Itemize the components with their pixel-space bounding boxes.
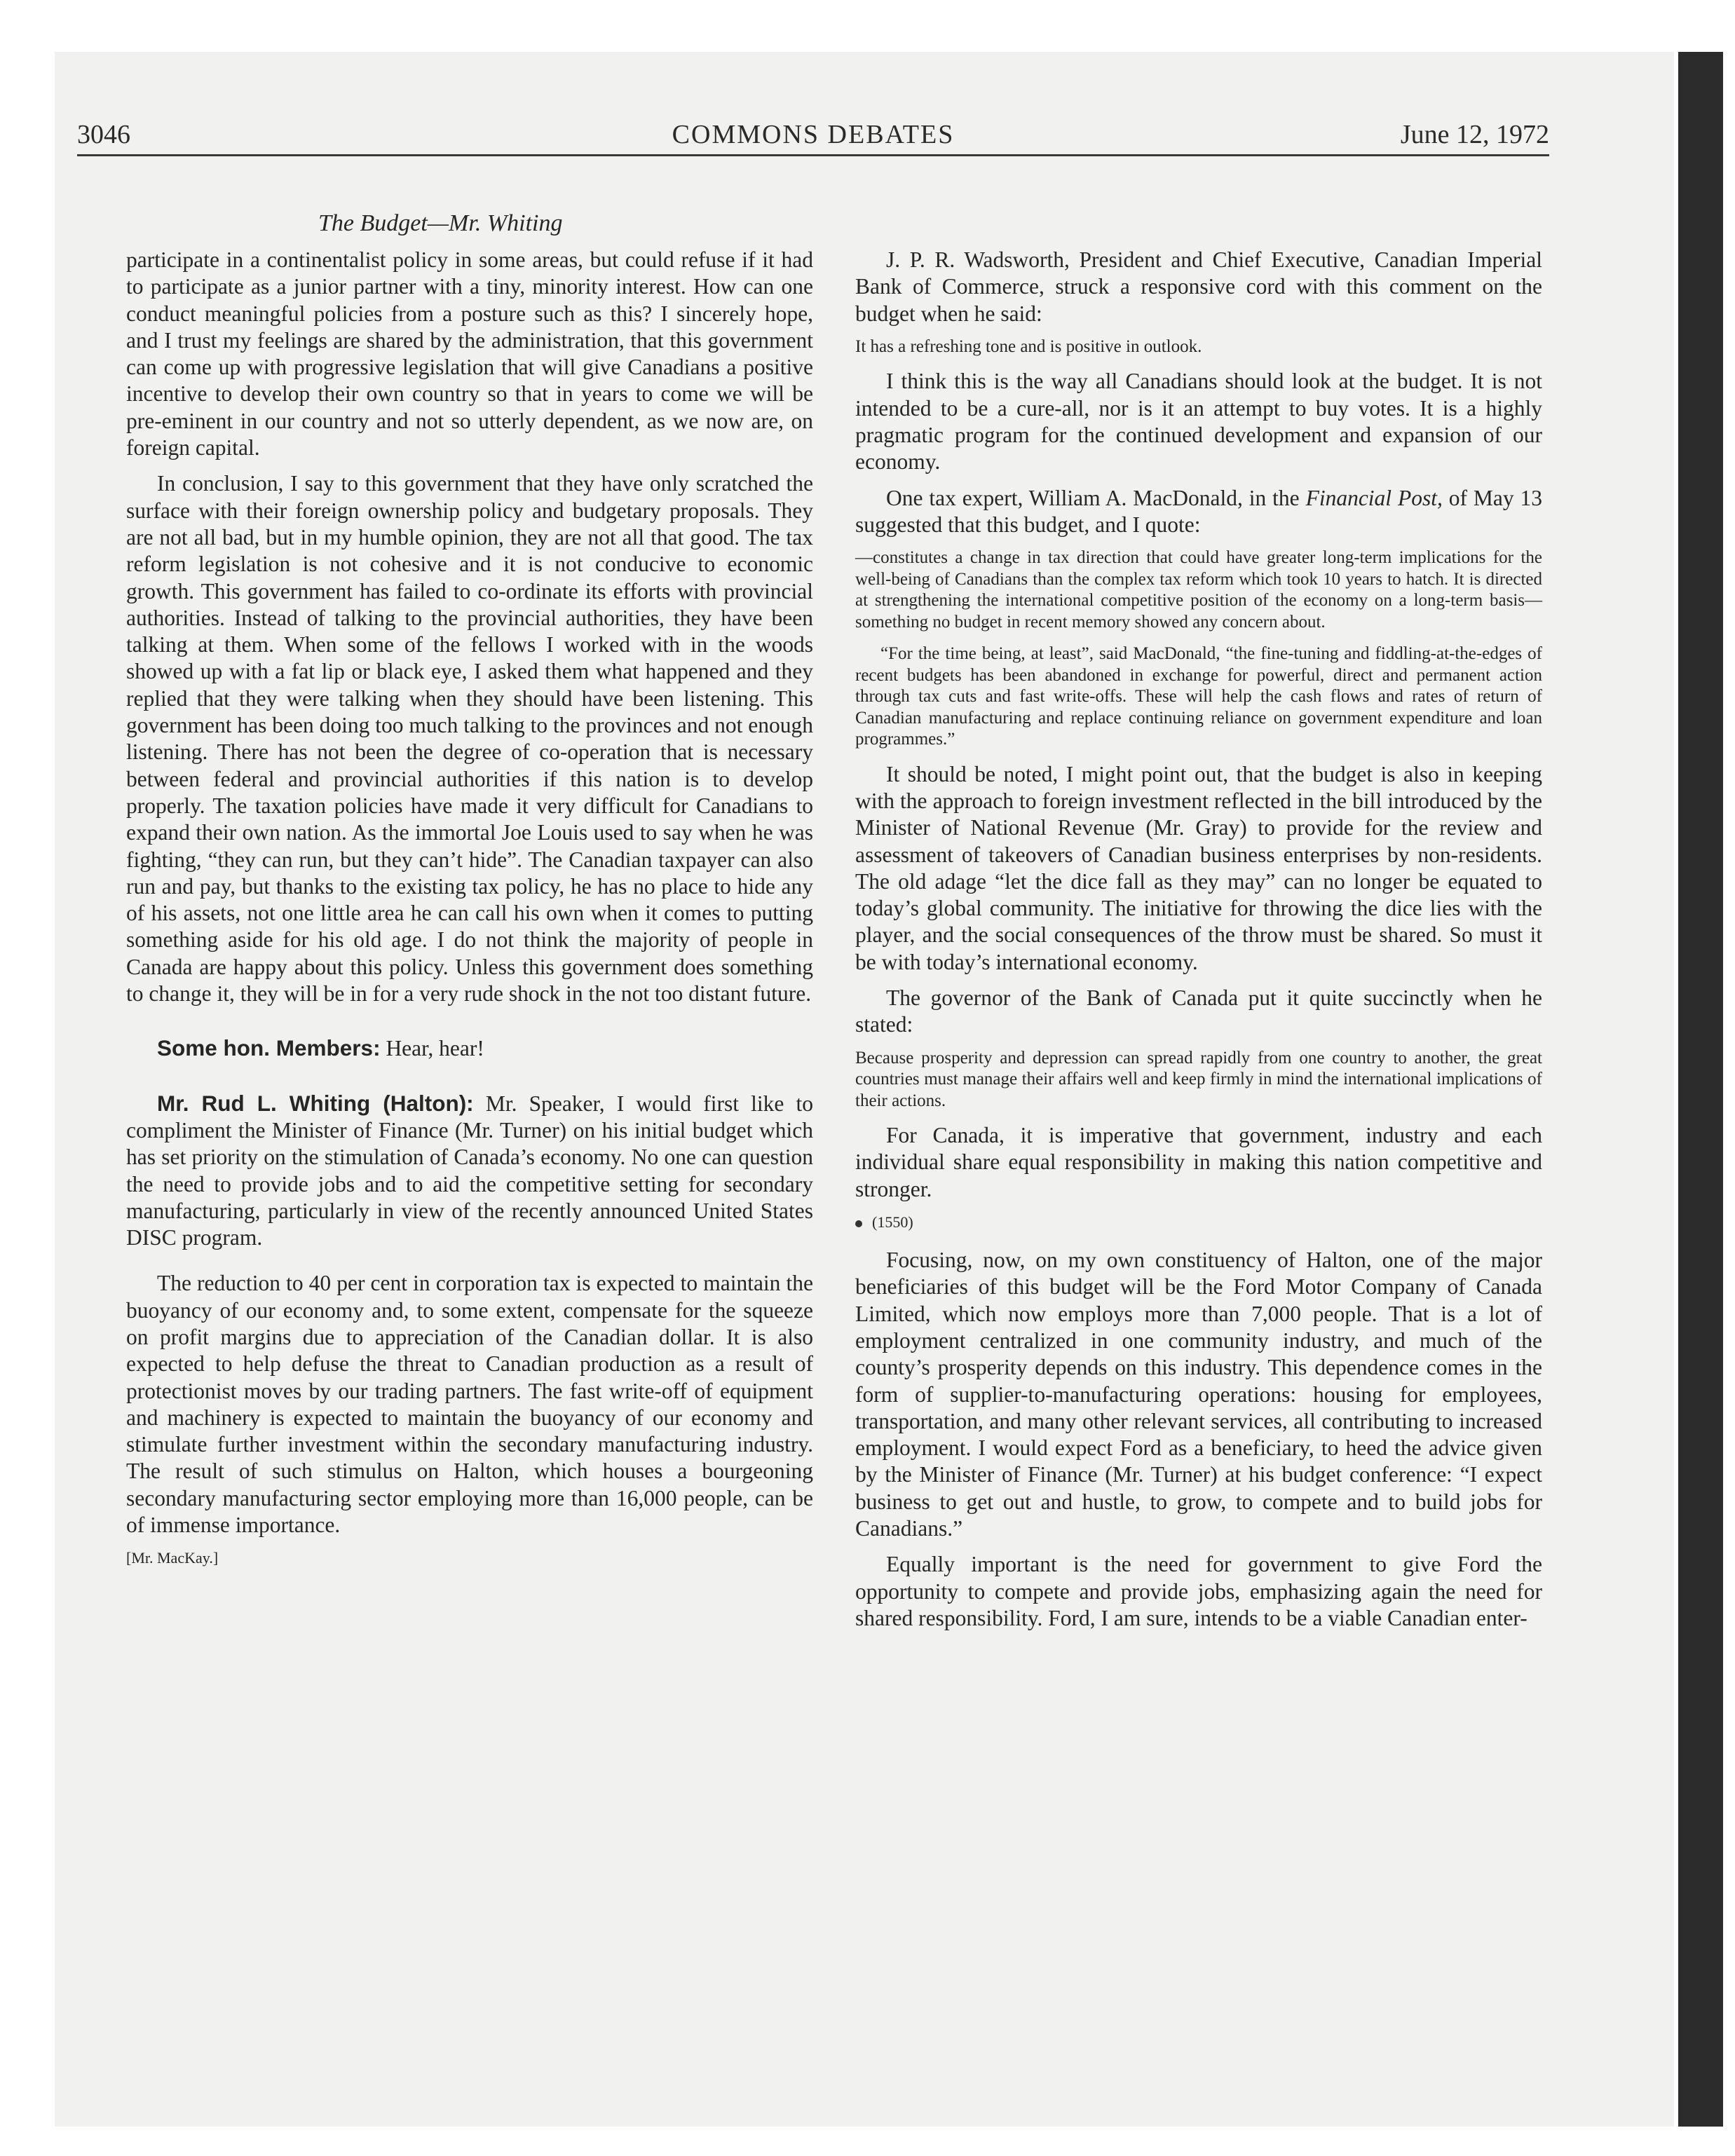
right-column xyxy=(855,247,1542,1641)
left-column xyxy=(126,247,813,1583)
paragraph: One tax expert, William A. MacDonald, in the Financial Post, of May 13 suggested that this budget, and I quote: xyxy=(855,485,1543,537)
paragraph: It should be noted, I might point out, that the budget is also in keeping with the approach to foreign investment reflected in the bill introduced by the Minister of National Revenue (Mr. Gray) to provide for the review and assessment of takeovers of Canadian business enterprises by non-residents. The old adage “let the dice fall as they may” can no longer be equated to today’s global community. The initiative for throwing the dice lies with the player, and the social consequences of the throw must be shared. So must it be with today’s international economy. xyxy=(855,761,1542,974)
page-number: 3046 xyxy=(77,120,130,149)
paragraph: The governor of the Bank of Canada put it quite succinctly when he stated: xyxy=(855,985,1542,1037)
paragraph: Equally important is the need for government to give Ford the opportunity to compete and provide jobs, emphasizing again the need for shared responsibility. Ford, I am sure, intends to be a viable Canadian enter- xyxy=(855,1552,1542,1630)
speech-text: Mr. Speaker, I would first like to compliment the Minister of Finance (Mr. Turner) on his initial budget which has set priority on the stimulation of Canada’s economy. No one can question the need to provide jobs and to aid the competitive setting for secondary manufacturing, particularly in view of the recently announced United States DISC program. xyxy=(126,1091,814,1250)
speech xyxy=(126,1090,813,1252)
paragraph: The reduction to 40 per cent in corporation tax is expected to maintain the buoyancy of our economy and, to some extent, compensate for the squeeze on profit margins due to appreciation of the Canadian dollar. It is also expected to help defuse the threat to Canadian production as a result of protectionist moves by our trading partners. The fast write-off of equipment and machinery is expected to maintain the buoyancy of our economy and stimulate further investment within the secondary manufacturing industry. The result of such stimulus on Halton, which houses a bourgeoning secondary manufacturing sector employing more than 16,000 people, can be of immense importance. xyxy=(126,1271,813,1538)
speaker-footnote: [Mr. MacKay.] xyxy=(126,1549,219,1567)
paragraph: In conclusion, I say to this government that they have only scratched the surface with their foreign ownership policy and budgetary proposals. They are not all bad, but in my humble opinion, they are not all that good. The tax reform legislation is not cohesive and it is not conducive to economic growth. This government has failed to co-ordinate its efforts with provincial authorities. Instead of talking to the provincial authorities, they have been talking at them. When some of the fellows I worked with in the woods showed up with a fat lip or black eye, I asked them what happened and they replied that they were talking when they should have been listening. This government has been doing too much talking to the provinces and not enough listening. There has not been the degree of co-operation that is necessary between federal and provincial authorities if this nation is to develop properly. The taxation policies have made it very difficult for Canadians to expand their own nation. As the immortal Joe Louis used to say when he was fighting, “they can run, but they can’t hide”. The Canadian taxpayer can also run and pay, but thanks to the existing tax policy, he has no place to hide any of his assets, not one little area he can call his own when it comes to putting something aside for his old age. I do not think the majority of people in Canada are happy about this policy. Unless this government does something to change it, they will be in for a very rude shock in the not too distant future. xyxy=(126,471,813,1007)
page-header xyxy=(77,105,1549,156)
page-date: June 12, 1972 xyxy=(1400,120,1549,149)
section-subheading: The Budget—Mr. Whiting xyxy=(318,210,563,236)
block-quote: It has a refreshing tone and is positive in outlook. xyxy=(855,336,1202,356)
paragraph: I think this is the way all Canadians should look at the budget. It is not intended to be a cure-all, nor is it an attempt to buy votes. It is a highly pragmatic program for the continued development and expansion of our economy. xyxy=(855,369,1542,475)
bullet-icon xyxy=(855,1220,862,1227)
paragraph: J. P. R. Wadsworth, President and Chief Executive, Canadian Imperial Bank of Commerce, struck a responsive cord with this comment on the budget when he said: xyxy=(855,247,1542,326)
speech-text: Hear, hear! xyxy=(386,1036,484,1061)
block-quote: “For the time being, at least”, said MacDonald, “the fine-tuning and fiddling-at-the-edges of recent budgets has been abandoned in exchange for powerful, direct and permanent action through tax cuts and fast write-offs. These will help the cash flows and rates of return of Canadian manufacturing and replace continuing reliance on government expenditure and loan programmes.” xyxy=(855,644,1542,749)
paragraph: Focusing, now, on my own constituency of Halton, one of the major beneficiaries of this budget will be the Ford Motor Company of Canada Limited, which now employs more than 7,000 people. That is a lot of employment centralized in one community industry, and much of the county’s prosperity depends on this industry. This dependence comes in the form of supplier-to-manufacturing operations: housing for employees, transportation, and many other relevant services, all contributing to increased employment. I would expect Ford as a beneficiary, to heed the advice given by the Minister of Finance (Mr. Turner) at his budget conference: “I expect business to get out and hustle, to grow, to compete and to build jobs for Canadians.” xyxy=(855,1248,1542,1541)
time-marker: (1550) xyxy=(855,1212,1542,1233)
paragraph: For Canada, it is imperative that government, industry and each individual share equal responsibility in making this nation competitive and stronger. xyxy=(855,1123,1542,1201)
paragraph: participate in a continentalist policy in some areas, but could refuse if it had to participate as a junior partner with a tiny, minority interest. How can one conduct meaningful policies from a posture such as this? I sincerely hope, and I trust my feelings are shared by the administration, that this government can come up with progressive legislation that will give Canadians a positive incentive to develop their own country so that in years to come we will be pre-eminent in our country and not so utterly dependent, as we now are, on foreign capital. xyxy=(126,247,813,460)
interjection xyxy=(126,1035,813,1062)
scan-edge-bar xyxy=(1678,52,1723,2127)
speaker-name: Some hon. Members: xyxy=(157,1035,381,1061)
block-quote: Because prosperity and depression can spread rapidly from one country to another, the great countries must manage their affairs well and keep firmly in mind the international implications of their actions. xyxy=(855,1048,1542,1110)
speaker-name: Mr. Rud L. Whiting (Halton): xyxy=(157,1090,474,1116)
publication-title: COMMONS DEBATES xyxy=(672,120,955,149)
publication-name: Financial Post, xyxy=(1305,485,1443,510)
block-quote: —constitutes a change in tax direction that could have greater long-term implications for the well-being of Canadians than the complex tax reform which took 10 years to hatch. It is directed at strengthening the international competitive position of the economy on a long-term basis—something no budget in recent memory showed any concern about. xyxy=(855,548,1542,632)
